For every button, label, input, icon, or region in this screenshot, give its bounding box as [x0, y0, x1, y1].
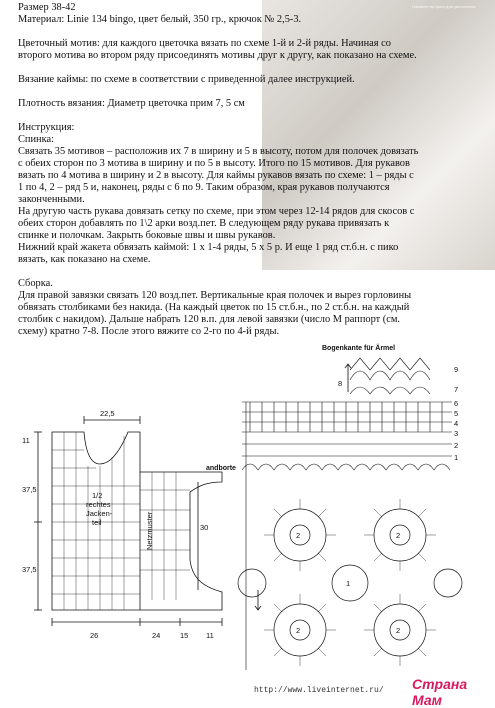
- row-5: 5: [454, 409, 459, 418]
- instruction-line: 1 по 4, 2 – ряд 5 и, наконец, ряды с 6 по 9. Таким образом, края рукавов получаются: [18, 182, 390, 193]
- border-line: Вязание каймы: по схеме в соответствии с приведенной далее инструкцией.: [18, 74, 355, 85]
- front-label: 1/2: [92, 491, 103, 500]
- assembly-line: столбик с накидом). Дальше набрать 120 в.п. для левой завязки (число М раппорт (см.: [18, 314, 401, 325]
- motif-row-label: 1: [346, 579, 351, 588]
- dim-11: 11: [22, 436, 30, 445]
- motif-row-label: 2: [296, 626, 301, 635]
- sewing-pattern: [34, 416, 222, 626]
- crochet-chart: [238, 358, 462, 670]
- dim-11-bottom: 11: [206, 631, 214, 640]
- footer-url[interactable]: http://www.liveinternet.ru/: [254, 686, 384, 695]
- dim-height-bottom: 37,5: [22, 565, 37, 574]
- motif-row-label: 2: [296, 531, 301, 540]
- dim-15: 15: [180, 631, 189, 640]
- instruction-line: Связать 35 мотивов – расположив их 7 в ширину и 5 в высоту, потом для полочек довязать: [18, 146, 419, 157]
- row-1: 1: [454, 453, 459, 462]
- photo-caption: Нажмите на фото для увеличения: [412, 4, 476, 9]
- instruction-line: спинке и полочкам. Закрыть боковые швы и швы рукавов.: [18, 230, 276, 241]
- row-7: 7: [454, 385, 459, 394]
- instruction-line: Нижний край жакета обвязать каймой: 1 х 1-4 ряды, 5 х 5 р. И еще 1 ряд ст.б.н. с пико: [18, 242, 399, 253]
- density-line: Плотность вязания: Диаметр цветочка прим 7, 5 см: [18, 98, 245, 109]
- front-label: Jacken-: [86, 509, 113, 518]
- instruction-title: Инструкция:: [18, 122, 75, 133]
- watermark-logo: Страна Мам: [412, 676, 468, 708]
- andborte-label: andborte: [206, 465, 236, 472]
- bogenkante-label: Bogenkante für Ärmel: [322, 345, 396, 352]
- instruction-line: законченными.: [18, 194, 85, 205]
- assembly-line: схему) кратно 7-8. После этого вяжите со 2-го по 4-й ряды.: [18, 326, 280, 337]
- motif-row-label: 2: [396, 626, 401, 635]
- row-4: 4: [454, 419, 459, 428]
- instruction-line: вязать по 4 мотива в ширину и 2 в высоту. Для каймы рукавов вязать по схеме: 1 – ряды с: [18, 170, 414, 181]
- motif-line: Цветочный мотив: для каждого цветочка вязать по схеме 1-й и 2-й ряды. Начиная со: [18, 38, 391, 49]
- dim-side: 30: [200, 523, 209, 532]
- size-line: Размер 38-42: [18, 2, 76, 13]
- assembly-line: обвязать столбиками без накида. (На каждый цветок по 15 ст.б.н., по 2 ст.б.н. на каждый: [18, 302, 410, 313]
- motif-line: второго мотива во втором ряду присоединять мотивы друг к другу, как показано на схеме.: [18, 50, 417, 61]
- back-title: Спинка:: [18, 134, 55, 145]
- dim-24: 24: [152, 631, 161, 640]
- instruction-line: с обеих сторон по 3 мотива в ширину и по 5 в высоту. Итого по 15 мотивов. Для рукавов: [18, 158, 410, 169]
- row-2: 2: [454, 441, 459, 450]
- material-line: Материал: Linie 134 bingo, цвет белый, 350 гр., крючок № 2,5-3.: [18, 14, 302, 25]
- instruction-line: вязать, как показано на схеме.: [18, 254, 151, 265]
- row-3: 3: [454, 429, 459, 438]
- motif-row-label: 2: [396, 531, 401, 540]
- assembly-line: Для правой завязки связать 120 возд.пет. Вертикальные края полочек и вырез горловины: [18, 290, 412, 301]
- row-8: 8: [338, 379, 343, 388]
- dim-height-top: 37,5: [22, 485, 37, 494]
- front-label: rechtes: [86, 500, 111, 509]
- front-label: teil: [92, 518, 102, 527]
- assembly-title: Сборка.: [18, 278, 53, 289]
- dim-26: 26: [90, 631, 99, 640]
- instruction-line: На другую часть рукава довязать сетку по схеме, при этом через 12-14 рядов для скосов с: [18, 206, 415, 217]
- instruction-line: обеих сторон добавлять по 1\2 арки возд.пет. В следующем ряду рукава привязать к: [18, 218, 390, 229]
- row-6: 6: [454, 399, 459, 408]
- dim-width-top: 22,5: [100, 409, 115, 418]
- row-9: 9: [454, 365, 459, 374]
- netz-label: Netzmuster: [145, 511, 154, 550]
